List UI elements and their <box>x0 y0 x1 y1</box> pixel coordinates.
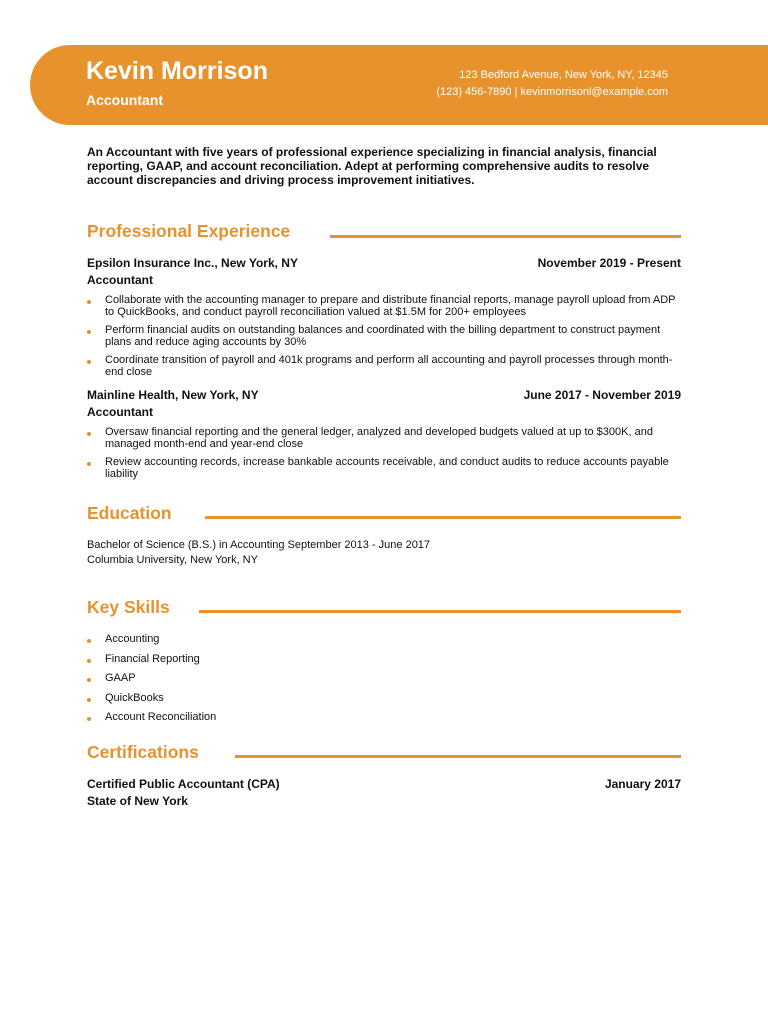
candidate-name: Kevin Morrison <box>86 57 268 85</box>
section-heading-certifications: Certifications <box>87 742 199 762</box>
section-heading-education: Education <box>87 503 172 523</box>
job-title: Accountant <box>87 273 153 287</box>
job-row-1 <box>87 256 681 270</box>
resume-header <box>30 45 768 125</box>
bullet-dot-icon <box>87 330 91 334</box>
certification-issuer: State of New York <box>87 794 188 808</box>
list-item: Coordinate transition of payroll and 401k programs and perform all accounting and payroll processes through month-end close <box>87 354 681 378</box>
list-item: Perform financial audits on outstanding balances and coordinated with the billing department to construct payment plans and reduce aging accounts by 30% <box>87 324 681 348</box>
bullet-dot-icon <box>87 360 91 364</box>
job-dates: June 2017 - November 2019 <box>523 388 681 402</box>
list-item: Oversaw financial reporting and the general ledger, analyzed and developed budgets valued at up to $300K, and managed month-end and year-end close <box>87 426 681 450</box>
section-heading-experience: Professional Experience <box>87 221 291 241</box>
summary: An Accountant with five years of professional experience specializing in financial analysis, financial reporting, GAAP, and account reconciliation. Adept at performing comprehensive audits to resolve account discrepancies and driving process improvement initiatives. <box>87 145 657 187</box>
education-school: Columbia University, New York, NY <box>87 554 258 566</box>
bullet-dot-icon <box>87 639 91 643</box>
bullet-dot-icon <box>87 678 91 682</box>
bullet-dot-icon <box>87 698 91 702</box>
job-2-bullets <box>87 426 681 486</box>
section-heading-skills: Key Skills <box>87 597 170 617</box>
list-item: QuickBooks <box>87 692 681 704</box>
phone-email: (123) 456-7890 | kevinmorrisonl@example.com <box>436 86 668 98</box>
bullet-dot-icon <box>87 432 91 436</box>
certification-date: January 2017 <box>604 777 681 791</box>
list-item: Collaborate with the accounting manager to prepare and distribute financial reports, manage payroll upload from ADP to QuickBooks, and conduct payroll reconciliation valued at $1.5M for 200+ employees <box>87 294 681 318</box>
section-rule-certifications <box>235 755 681 758</box>
address: 123 Bedford Avenue, New York, NY, 12345 <box>459 69 668 81</box>
list-item: Review accounting records, increase bankable accounts receivable, and conduct audits to reduce accounts payable liability <box>87 456 681 480</box>
job-dates: November 2019 - Present <box>537 256 681 270</box>
section-rule-experience <box>330 235 681 238</box>
list-item: Accounting <box>87 633 681 645</box>
bullet-dot-icon <box>87 462 91 466</box>
job-row-2 <box>87 388 681 402</box>
contact-info <box>436 67 668 101</box>
list-item: GAAP <box>87 672 681 684</box>
skills-list <box>87 633 681 731</box>
certification-name: Certified Public Accountant (CPA) <box>87 777 280 791</box>
bullet-dot-icon <box>87 300 91 304</box>
bullet-dot-icon <box>87 717 91 721</box>
job-company: Mainline Health, New York, NY <box>87 388 259 402</box>
section-rule-skills <box>199 610 681 613</box>
candidate-role: Accountant <box>86 92 163 108</box>
list-item: Financial Reporting <box>87 653 681 665</box>
job-title: Accountant <box>87 405 153 419</box>
certification-row <box>87 777 681 791</box>
list-item: Account Reconciliation <box>87 711 681 723</box>
job-1-bullets <box>87 294 681 384</box>
education-degree: Bachelor of Science (B.S.) in Accounting September 2013 - June 2017 <box>87 539 431 551</box>
job-company: Epsilon Insurance Inc., New York, NY <box>87 256 298 270</box>
bullet-dot-icon <box>87 659 91 663</box>
section-rule-education <box>205 516 681 519</box>
